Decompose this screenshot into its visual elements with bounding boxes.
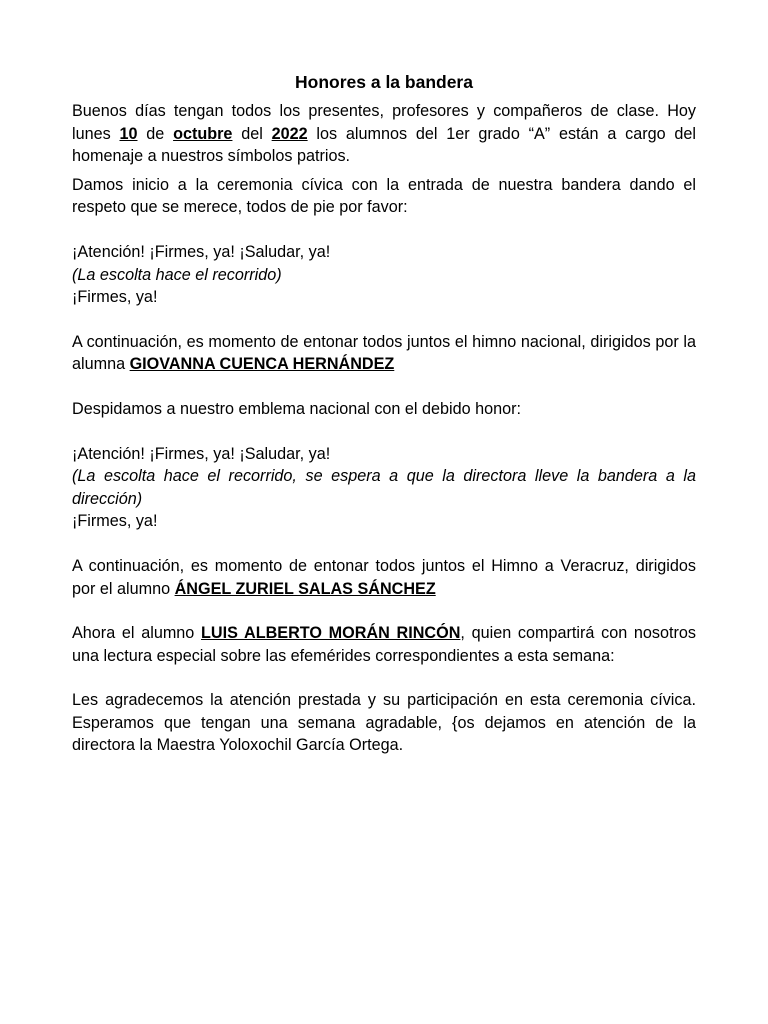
greeting-text-1: Buenos días tengan todos los presentes, profesores y compañeros de clase. Hoy lunes [72,102,696,143]
student-name-reading: LUIS ALBERTO MORÁN RINCÓN [201,624,461,643]
reading-text-2: , quien compartirá con nosotros una lectura especial sobre las efemérides correspondientes a esta semana: [72,624,696,665]
date-day: 10 [119,124,138,143]
paragraph-reading [72,622,696,667]
paragraph-ceremony-start: Damos inicio a la ceremonia cívica con la entrada de nuestra bandera dando el respeto que se merece, todos de pie por favor: [72,175,696,217]
command-2: ¡Atención! ¡Firmes, ya! ¡Saludar, ya! [72,444,331,463]
paragraph-greeting [72,100,696,168]
paragraph-national-anthem [72,331,696,376]
anthem-text: A continuación, es momento de entonar todos juntos el himno nacional, dirigidos por la alumna [72,332,696,374]
greeting-text-4: los alumnos del 1er grado “A” están a cargo del homenaje a nuestros símbolos patrios. [72,124,696,166]
paragraph-veracruz-anthem [72,555,696,600]
reading-text-1: Ahora el alumno [72,624,202,643]
paragraph-farewell: Despidamos a nuestro emblema nacional con el debido honor: [72,399,522,418]
greeting-text-2: de [137,124,174,143]
command-block-1 [72,241,696,309]
date-year: 2022 [271,124,308,143]
document-page [72,70,696,757]
command-1: ¡Atención! ¡Firmes, ya! ¡Saludar, ya! [72,242,331,261]
veracruz-text: A continuación, es momento de entonar todos juntos el Himno a Veracruz, dirigidos por el alumno [72,556,696,598]
command-1-note: (La escolta hace el recorrido) [72,265,282,284]
document-title: Honores a la bandera [295,72,473,92]
command-block-2 [72,443,696,533]
paragraph-closing: Les agradecemos la atención prestada y su participación en esta ceremonia cívica. Esperamos que tengan una semana agradable, {os dejamos en atención de la directora la Maestra Yoloxochil García Ortega. [72,691,696,755]
command-2-close: ¡Firmes, ya! [72,512,158,531]
command-2-note: (La escolta hace el recorrido, se espera a que la directora lleve la bandera a la dirección) [72,467,696,508]
command-1-close: ¡Firmes, ya! [72,288,158,307]
date-month: octubre [173,124,233,143]
student-name-anthem: GIOVANNA CUENCA HERNÁNDEZ [129,355,395,374]
student-name-veracruz: ÁNGEL ZURIEL SALAS SÁNCHEZ [174,579,436,598]
greeting-text-3: del [232,124,272,143]
